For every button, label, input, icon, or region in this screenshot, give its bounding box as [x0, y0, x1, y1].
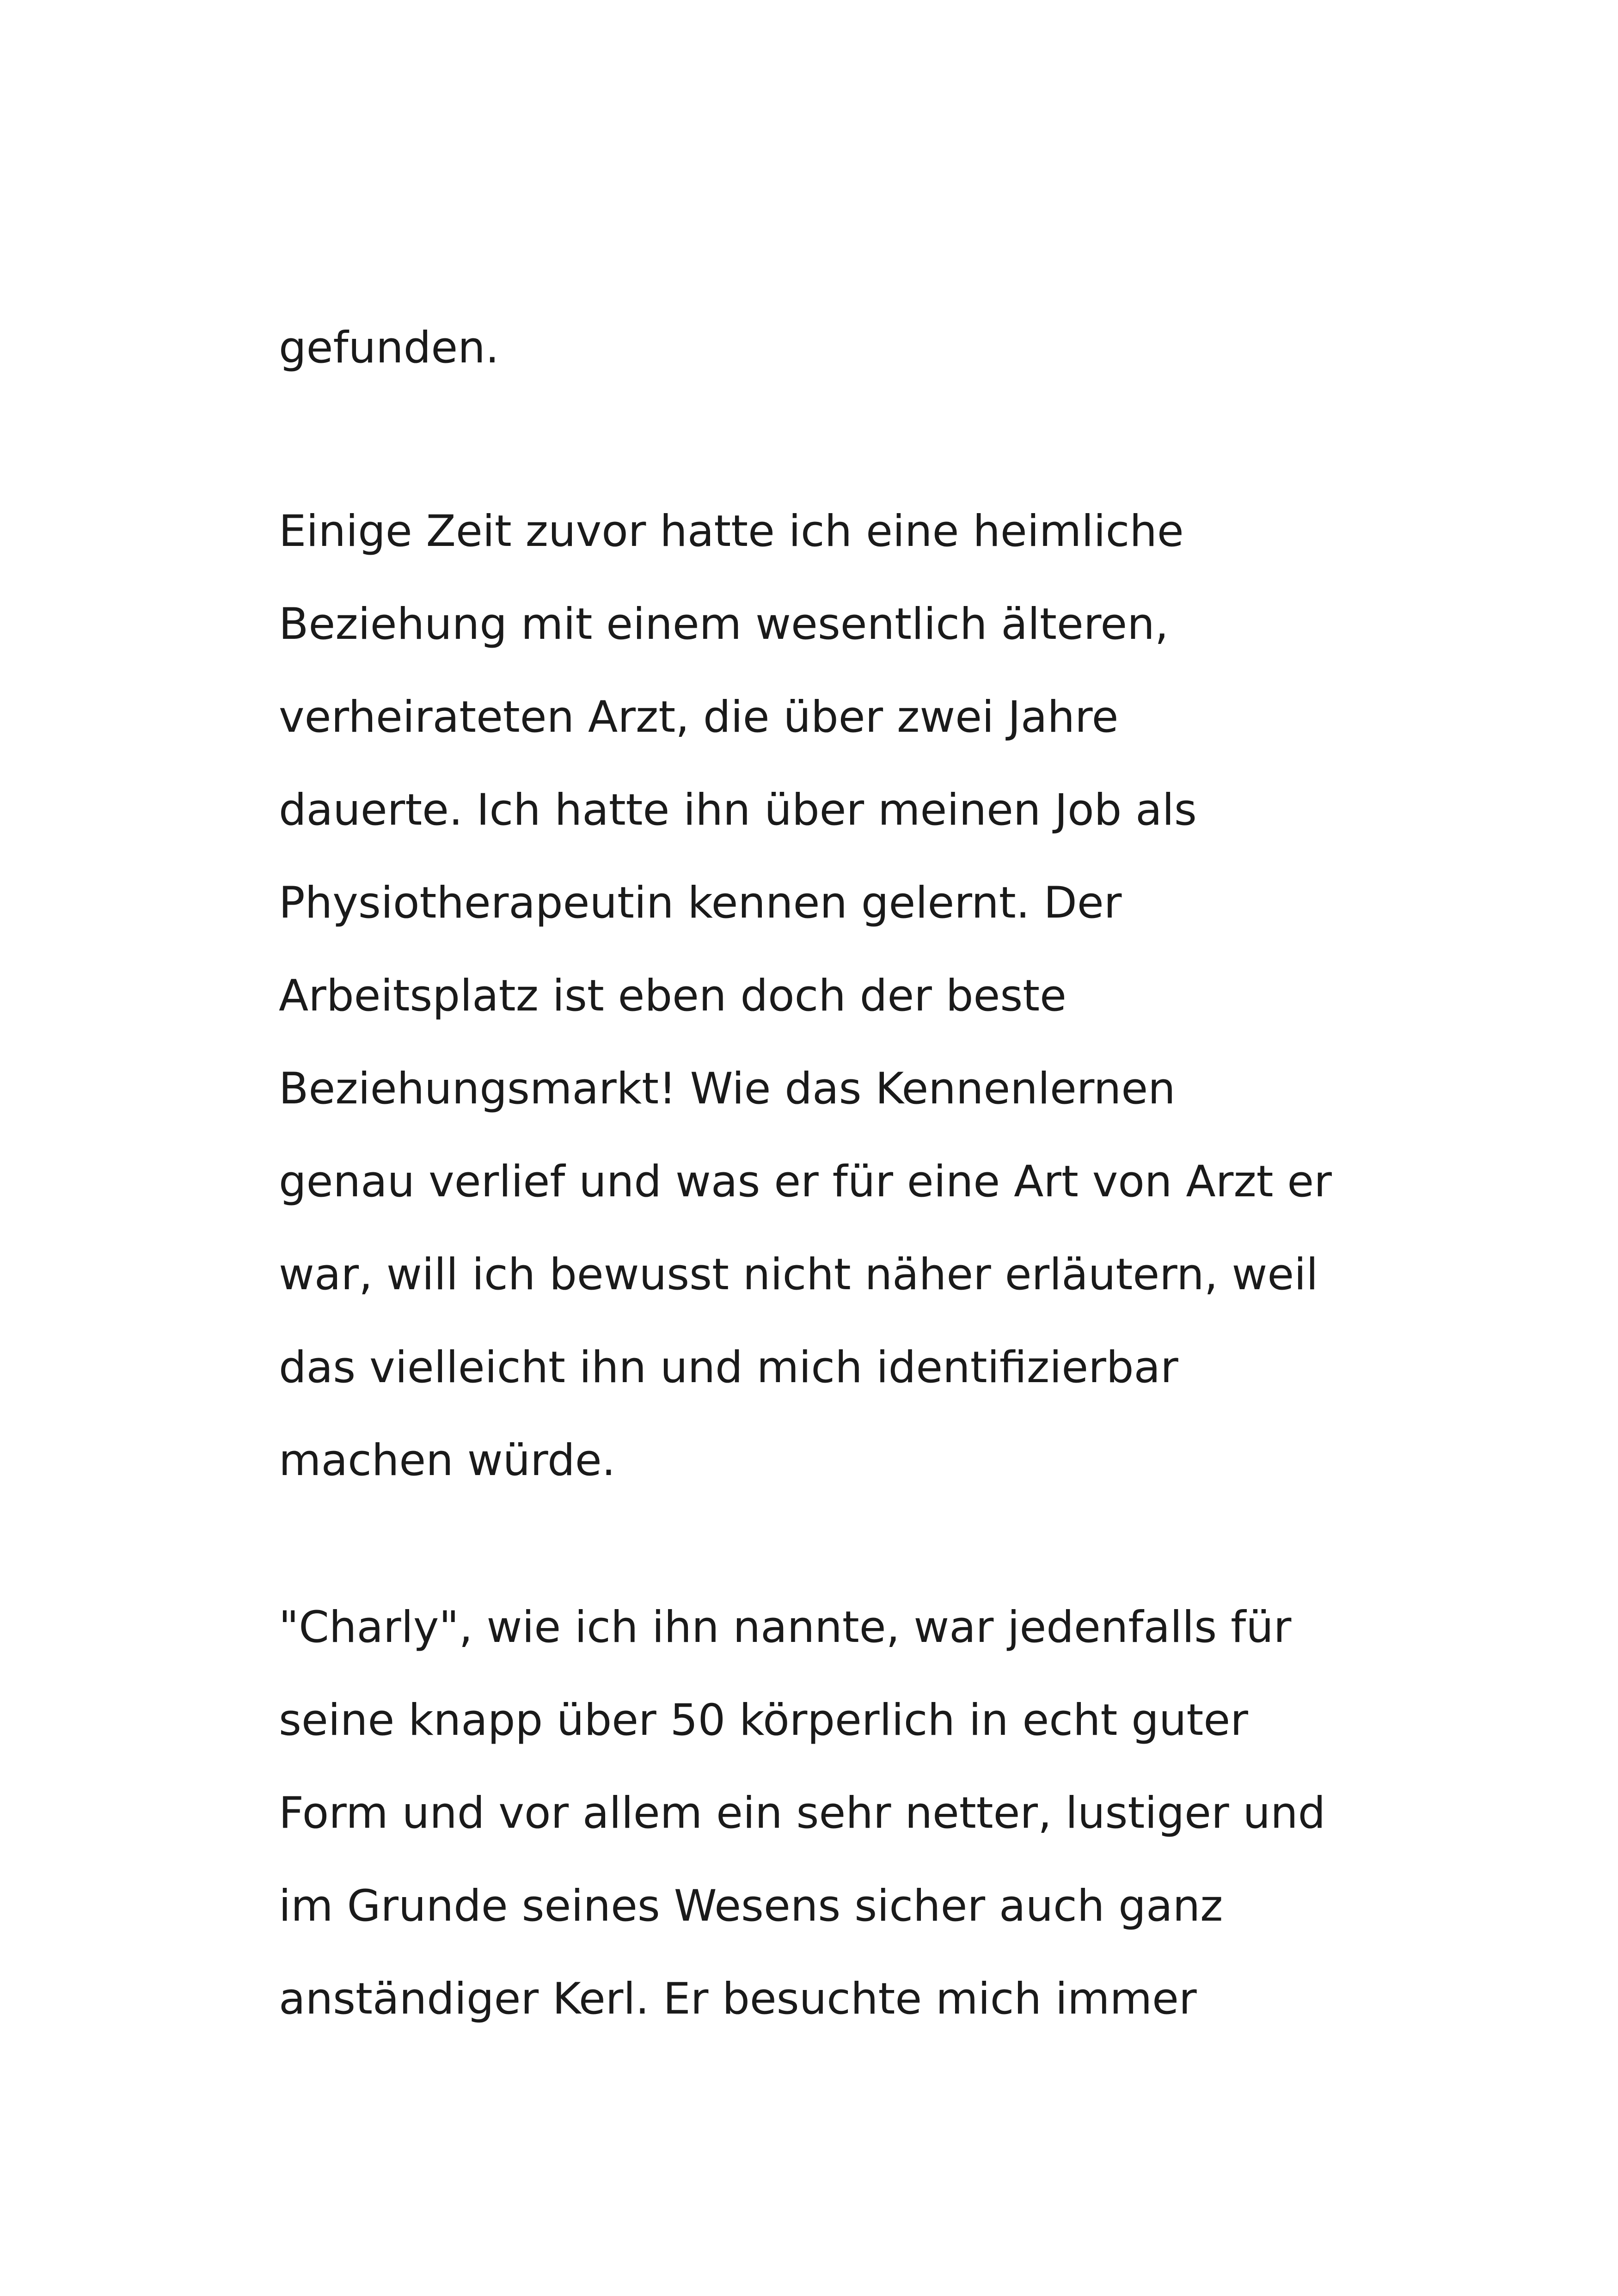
text-line: Beziehungsmarkt! Wie das Kennenlernen: [279, 1064, 1176, 1114]
text-line: gefunden.: [279, 323, 499, 373]
text-line: verheirateten Arzt, die über zwei Jahre: [279, 692, 1119, 742]
text-line: dauerte. Ich hatte ihn über meinen Job als: [279, 785, 1197, 835]
text-line: seine knapp über 50 körperlich in echt guter: [279, 1695, 1248, 1745]
text-line: machen würde.: [279, 1435, 616, 1486]
text-line: anständiger Kerl. Er besuchte mich immer: [279, 1974, 1197, 2024]
text-line: genau verlief und was er für eine Art von Arzt er: [279, 1157, 1332, 1207]
text-line: Physiotherapeutin kennen gelernt. Der: [279, 878, 1122, 928]
text-line: "Charly", wie ich ihn nannte, war jedenfalls für: [279, 1602, 1292, 1653]
text-line: im Grunde seines Wesens sicher auch ganz: [279, 1881, 1223, 1931]
text-line: Form und vor allem ein sehr netter, lustiger und: [279, 1788, 1326, 1838]
text-line: Beziehung mit einem wesentlich älteren,: [279, 599, 1169, 649]
text-line: Einige Zeit zuvor hatte ich eine heimliche: [279, 506, 1184, 557]
text-line: Arbeitsplatz ist eben doch der beste: [279, 971, 1066, 1021]
text-line: war, will ich bewusst nicht näher erläutern, weil: [279, 1249, 1318, 1300]
text-line: das vielleicht ihn und mich identifizierbar: [279, 1342, 1178, 1393]
